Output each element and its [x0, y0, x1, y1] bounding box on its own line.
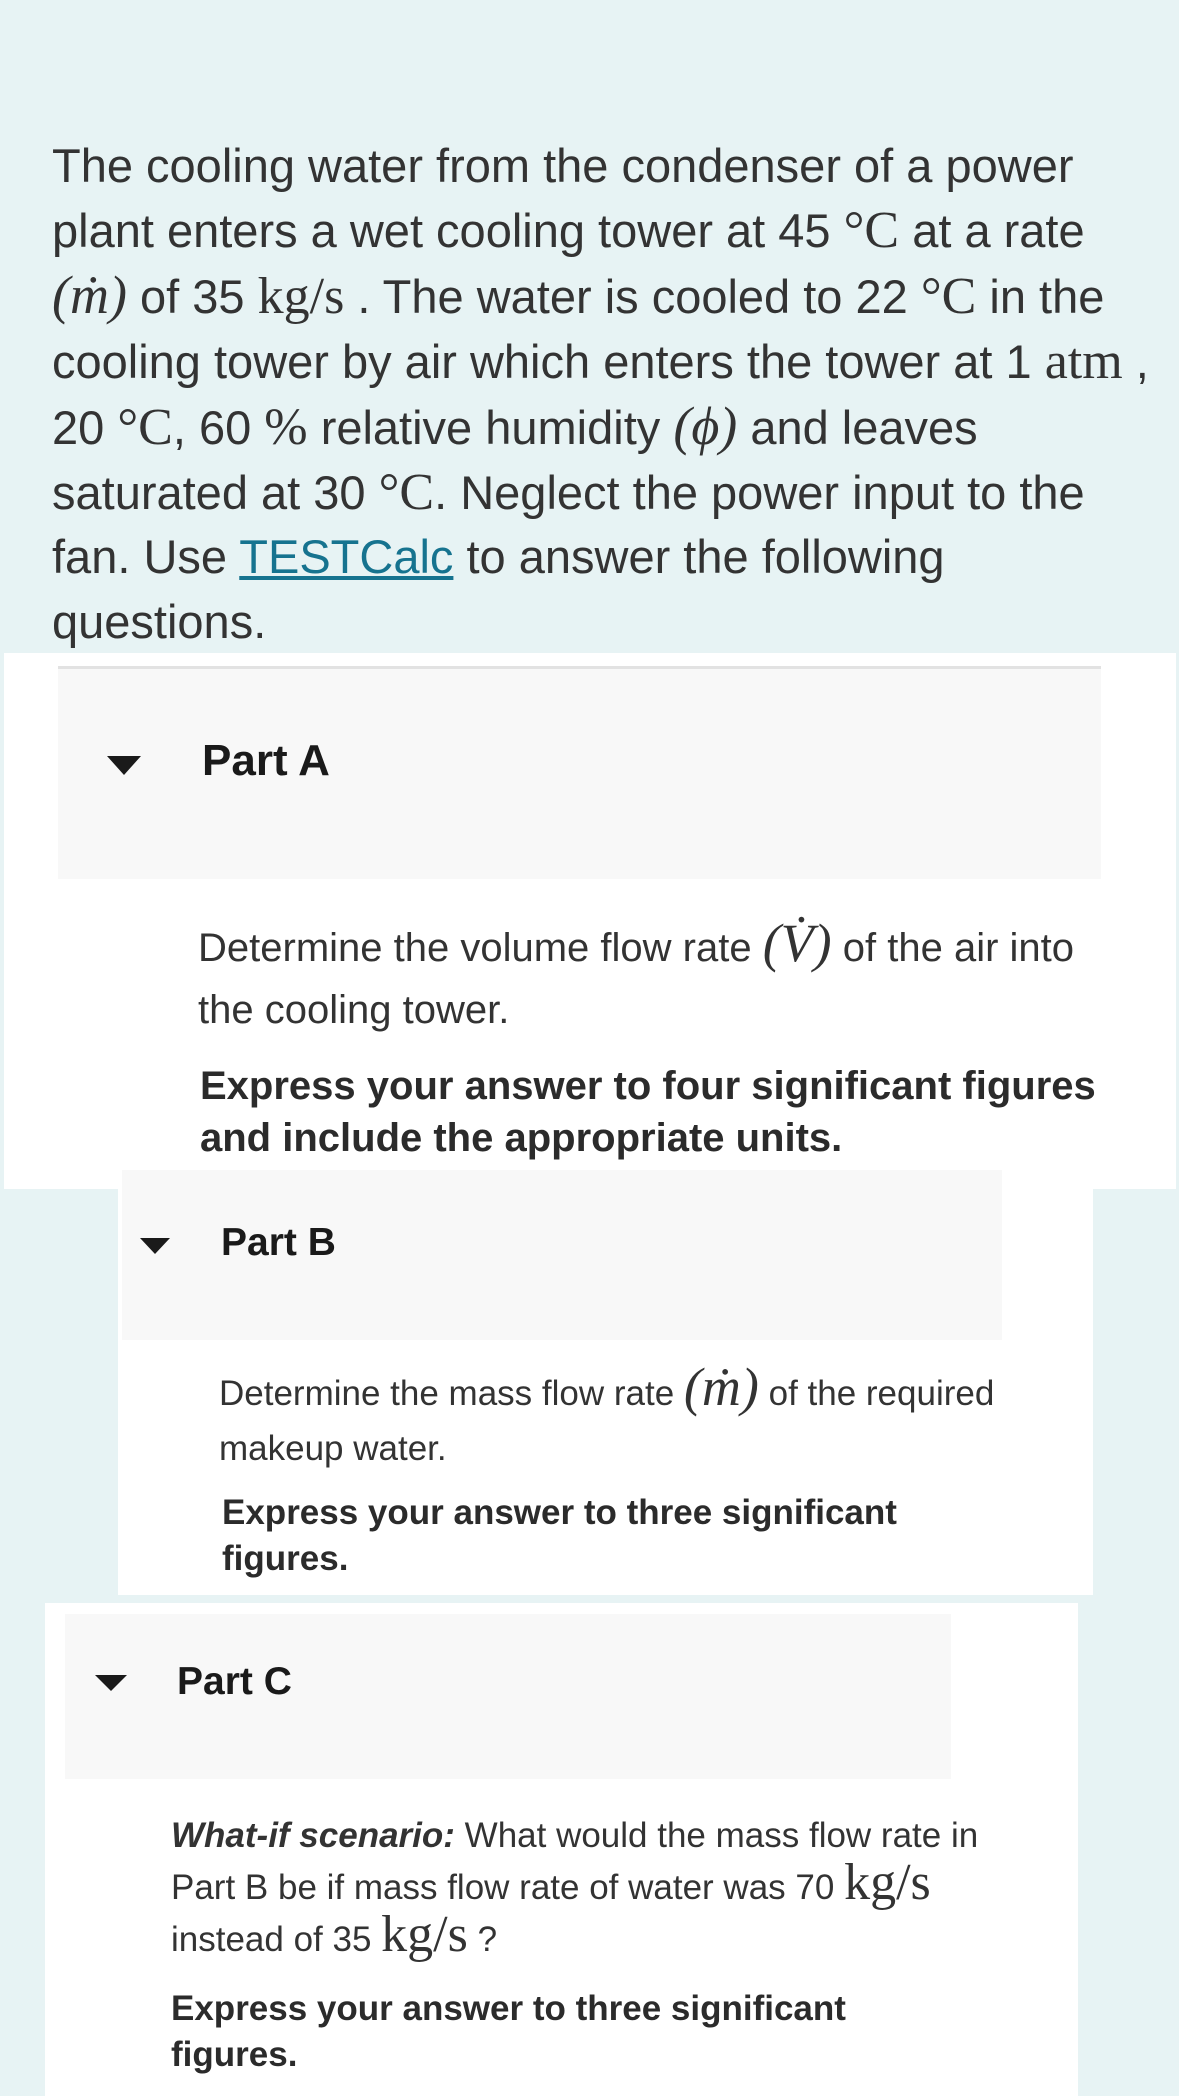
question-text: What would the mass flow rate in Part B be if mass flow rate of water was 70 [171, 1816, 979, 1907]
part-c-instruction: Express your answer to three significant figures. [171, 1989, 846, 2074]
mass-flow-symbol: (ṁ) [683, 1357, 759, 1417]
scenario-label: What-if scenario: [171, 1816, 455, 1855]
intro-text: , 60 [172, 401, 252, 454]
intro-text: of 35 [140, 270, 245, 323]
humidity-symbol: (ϕ) [673, 396, 738, 456]
unit-percent: % [264, 399, 308, 456]
caret-down-icon[interactable] [140, 1238, 170, 1254]
unit-degc: °C [920, 268, 977, 325]
question-text: ? [477, 1920, 498, 1959]
part-b-question [219, 1357, 1039, 1476]
part-b-instruction: Express your answer to three significant figures. [222, 1493, 897, 1578]
intro-text: The cooling water from the condenser of a power plant enters a wet cooling tower at 45 [52, 139, 1074, 257]
question-text: instead of 35 [171, 1920, 372, 1959]
part-c-title[interactable]: Part C [177, 1660, 292, 1703]
unit-atm: atm [1044, 332, 1123, 390]
intro-text: . Neglect the power input to the fan. Use [52, 465, 1085, 583]
intro-text: and leaves saturated at 30 [52, 401, 978, 519]
testcalc-link[interactable]: TESTCalc [239, 530, 454, 583]
unit-kgs: kg/s [381, 1906, 468, 1963]
part-a-question [198, 912, 1118, 1041]
part-c-question [171, 1812, 1001, 1963]
question-text: Determine the mass flow rate [219, 1374, 675, 1413]
intro-text: . The water is cooled to 22 [357, 270, 908, 323]
unit-degc: °C [117, 399, 173, 456]
problem-statement [52, 134, 1162, 654]
intro-text: relative humidity [320, 401, 661, 454]
caret-down-icon[interactable] [107, 756, 141, 775]
question-text: Determine the volume flow rate [198, 926, 752, 970]
question-text: of the required makeup water. [219, 1374, 995, 1468]
intro-text: in the cooling tower by air which enters the tower at 1 [52, 270, 1105, 388]
unit-degc: °C [378, 463, 435, 521]
part-b-title[interactable]: Part B [221, 1221, 336, 1264]
unit-kgs: kg/s [844, 1854, 931, 1911]
mass-flow-symbol: (ṁ) [52, 265, 127, 325]
intro-text: at a rate [912, 203, 1085, 257]
intro-text: , 20 [52, 334, 1149, 454]
intro-text: to answer the following questions. [52, 530, 945, 648]
caret-down-icon[interactable] [95, 1675, 127, 1691]
question-text: of the air into the cooling tower. [198, 926, 1075, 1032]
unit-kgs: kg/s [257, 268, 345, 325]
part-a-title[interactable]: Part A [202, 736, 330, 785]
volume-flow-symbol: (V̇) [762, 913, 832, 973]
part-a-instruction: Express your answer to four significant figures and include the appropriate units. [200, 1064, 1096, 1160]
unit-degc: °C [843, 201, 900, 259]
